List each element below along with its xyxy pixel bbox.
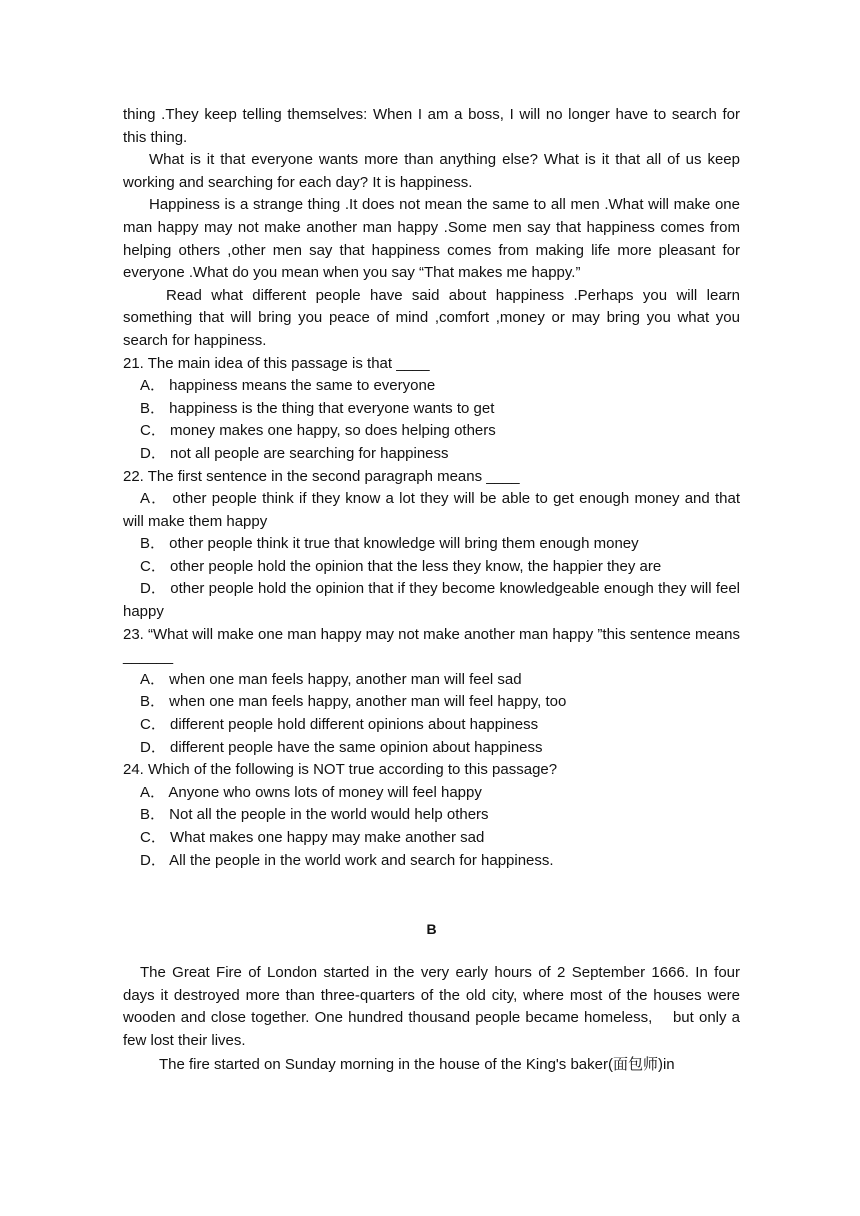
passage-b-text: The fire started on Sunday morning in the house of the King's baker(	[159, 1055, 613, 1073]
answer-option: B． other people think it true that knowledge will bring them enough money	[140, 535, 639, 553]
answer-option: D． different people have the same opinion about happiness	[140, 738, 543, 756]
answer-option: B． happiness is the thing that everyone wants to get	[140, 399, 495, 417]
passage-a-paragraph: thing .They keep telling themselves: When I am a boss, I will no longer have to search for this thing.	[123, 106, 740, 146]
answer-option: C． different people hold different opinions about happiness	[140, 716, 539, 734]
passage-b-paragraph	[123, 1053, 740, 1077]
answer-option: C． other people hold the opinion that the less they know, the happier they are	[140, 557, 662, 575]
answer-option: D． not all people are searching for happiness	[140, 444, 449, 462]
document-page	[123, 104, 740, 1076]
answer-option: A． when one man feels happy, another man will feel sad	[140, 670, 522, 688]
answer-option: D． All the people in the world work and search for happiness.	[140, 851, 554, 869]
passage-b-cjk-gloss: 面包师	[612, 1054, 658, 1073]
answer-option: A． Anyone who owns lots of money will feel happy	[140, 783, 482, 801]
answer-option: A． happiness means the same to everyone	[140, 377, 436, 395]
question-22	[123, 466, 740, 624]
answer-option: B． when one man feels happy, another man will feel happy, too	[140, 693, 567, 711]
answer-option: B． Not all the people in the world would help others	[140, 806, 489, 824]
question-24	[123, 759, 740, 872]
question-stem: 22. The first sentence in the second paragraph means ____	[123, 467, 520, 485]
passage-a-paragraph: Read what different people have said about happiness .Perhaps you will learn something that will bring you peace of mind ,comfort ,money or may bring you what you search for happiness.	[123, 286, 740, 349]
passage-b-text: )in	[657, 1055, 675, 1073]
section-title: B	[426, 921, 437, 938]
question-stem: 23. “What will make one man happy may not make another man happy ”this sentence means ______	[123, 625, 740, 666]
answer-option: C． What makes one happy may make another sad	[140, 829, 485, 846]
answer-option: A． other people think if they know a lot they will be able to get enough money and that will make them happy	[123, 490, 740, 530]
passage-a-paragraph: Happiness is a strange thing .It does not mean the same to all men .What will make one man happy may not make another man happy .Some men say that happiness comes from helping others ,other men say that happiness comes from making life more pleasant for everyone .What do you mean when you say “That makes me happy.”	[123, 196, 740, 282]
question-stem: 21. The main idea of this passage is that ____	[123, 354, 430, 372]
question-stem: 24. Which of the following is NOT true according to this passage?	[123, 761, 558, 779]
passage-b-paragraph: The Great Fire of London started in the very early hours of 2 September 1666. In four days it destroyed more than three-quarters of the old city, where most of the houses were wooden and close together. One hundred thousand people became homeless, but only a few lost their lives.	[123, 964, 740, 1049]
question-21	[123, 353, 740, 466]
answer-option: C． money makes one happy, so does helping others	[140, 422, 496, 440]
passage-a-paragraph: What is it that everyone wants more than anything else? What is it that all of us keep working and searching for each day? It is happiness.	[123, 151, 740, 191]
answer-option: D． other people hold the opinion that if they become knowledgeable enough they will feel happy	[123, 580, 740, 621]
question-23	[123, 624, 740, 760]
